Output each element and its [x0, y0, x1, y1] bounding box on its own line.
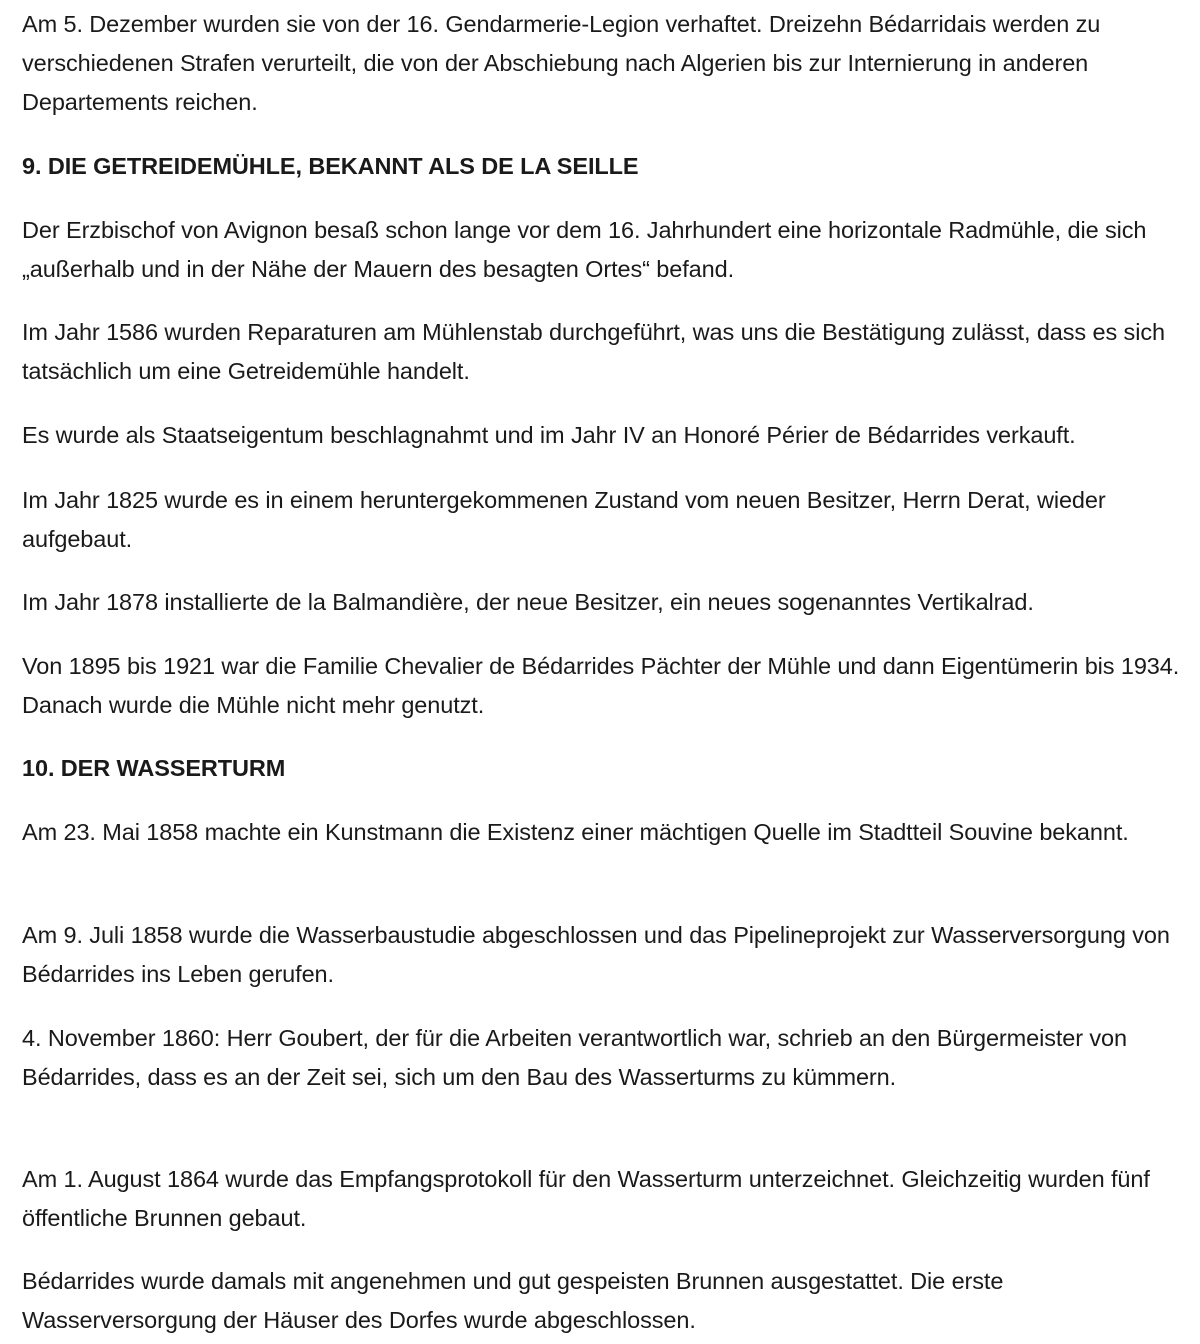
section-9-paragraph-4: Im Jahr 1825 wurde es in einem heruntergekommenen Zustand vom neuen Besitzer, Herrn Derat, wieder aufgebaut.: [22, 487, 1106, 552]
intro-paragraph: Am 5. Dezember wurden sie von der 16. Gendarmerie-Legion verhaftet. Dreizehn Bédarridais werden zu verschiedenen Strafen verurteilt, die von der Abschiebung nach Algerien bis zur Internierung in anderen Departements reichen.: [22, 11, 1101, 115]
section-9-paragraph-5: Im Jahr 1878 installierte de la Balmandière, der neue Besitzer, ein neues sogenanntes Vertikalrad.: [22, 589, 1034, 615]
section-9-heading: 9. DIE GETREIDEMÜHLE, BEKANNT ALS DE LA SEILLE: [22, 153, 639, 179]
section-10-paragraph-1: Am 23. Mai 1858 machte ein Kunstmann die Existenz einer mächtigen Quelle im Stadtteil Souvine bekannt.: [22, 819, 1129, 845]
section-10-paragraph-4: Am 1. August 1864 wurde das Empfangsprotokoll für den Wasserturm unterzeichnet. Gleichzeitig wurden fünf öffentliche Brunnen gebaut.: [22, 1166, 1150, 1231]
section-10-paragraph-3: 4. November 1860: Herr Goubert, der für die Arbeiten verantwortlich war, schrieb an den Bürgermeister von Bédarrides, dass es an der Zeit sei, sich um den Bau des Wasserturms zu kümmern.: [22, 1025, 1127, 1090]
section-10-paragraph-5: Bédarrides wurde damals mit angenehmen und gut gespeisten Brunnen ausgestattet. Die erste Wasserversorgung der Häuser des Dorfes wurde abgeschlossen.: [22, 1268, 1004, 1333]
section-10-paragraph-2: Am 9. Juli 1858 wurde die Wasserbaustudie abgeschlossen und das Pipelineprojekt zur Wasserversorgung von Bédarrides ins Leben gerufen.: [22, 922, 1170, 987]
section-9-paragraph-1: Der Erzbischof von Avignon besaß schon lange vor dem 16. Jahrhundert eine horizontale Radmühle, die sich „außerhalb und in der Nähe der Mauern des besagten Ortes“ befand.: [22, 217, 1147, 282]
section-9-paragraph-2: Im Jahr 1586 wurden Reparaturen am Mühlenstab durchgeführt, was uns die Bestätigung zulässt, dass es sich tatsächlich um eine Getreidemühle handelt.: [22, 319, 1165, 384]
section-9-paragraph-3: Es wurde als Staatseigentum beschlagnahmt und im Jahr IV an Honoré Périer de Bédarrides verkauft.: [22, 422, 1076, 448]
section-9-paragraph-6: Von 1895 bis 1921 war die Familie Chevalier de Bédarrides Pächter der Mühle und dann Eigentümerin bis 1934. Danach wurde die Mühle nicht mehr genutzt.: [22, 653, 1180, 718]
section-10-heading: 10. DER WASSERTURM: [22, 755, 286, 781]
